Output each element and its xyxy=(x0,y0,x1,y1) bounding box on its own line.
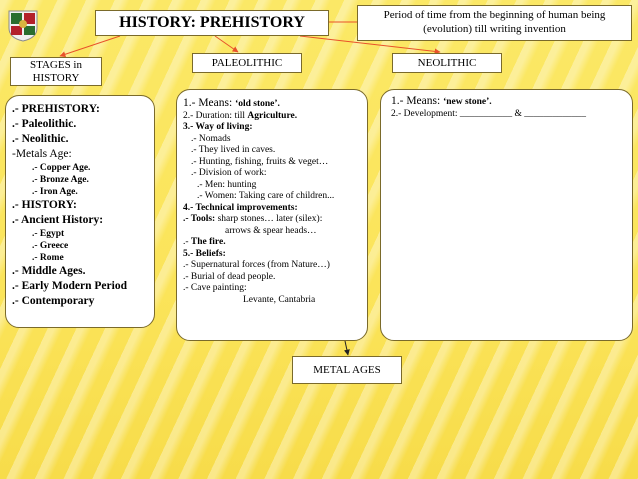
paleo-tools: .- Tools: sharp stones… later (silex): xyxy=(183,214,323,224)
paleolithic-header: PALEOLITHIC xyxy=(192,53,302,73)
stages-list-item: .- Greece xyxy=(32,241,69,251)
stages-list-item: .- Early Modern Period xyxy=(12,280,127,292)
arrow-to-metal-ages xyxy=(345,341,348,355)
paleo-tools-cont: arrows & spear heads… xyxy=(225,225,317,236)
stages-list-item: .- Ancient History: xyxy=(12,214,104,226)
neolithic-header: NEOLITHIC xyxy=(392,53,502,73)
definition-box: Period of time from the beginning of human being (evolution) till writing invention xyxy=(357,5,632,41)
paleo-technical: 4.- Technical improvements: xyxy=(183,202,298,213)
stages-list-item: .- Neolithic. xyxy=(12,133,69,145)
stages-list-item: -Metals Age: xyxy=(12,148,72,160)
arrow-to-paleolithic xyxy=(215,36,238,52)
paleo-supernatural: .- Supernatural forces (from Nature…) xyxy=(183,260,330,270)
stages-list-item: .- Egypt xyxy=(32,229,65,239)
paleo-duration: 2.- Duration: till Agriculture. xyxy=(183,110,298,121)
stages-list-item: .- Contemporary xyxy=(12,295,95,307)
page-title: HISTORY: PREHISTORY xyxy=(95,10,329,36)
stages-list-item: .- Iron Age. xyxy=(32,187,78,197)
paleo-cave-painting: .- Cave painting: xyxy=(183,283,247,293)
paleo-places: Levante, Cantabria xyxy=(243,294,316,305)
school-crest-icon xyxy=(6,8,40,42)
stages-list-item: .- Rome xyxy=(32,253,64,263)
neo-means: 1.- Means: ‘new stone’. xyxy=(391,95,492,107)
paleo-way-of-living: 3.- Way of living: xyxy=(183,122,253,132)
paleo-burial: .- Burial of dead people. xyxy=(183,271,276,282)
paleo-caves: .- They lived in caves. xyxy=(191,145,276,155)
arrow-to-stages xyxy=(60,36,120,56)
paleo-means: 1.- Means: ‘old stone’. xyxy=(183,97,280,109)
stages-header: STAGES in HISTORY xyxy=(10,57,102,86)
stages-list-item: .- Copper Age. xyxy=(32,163,91,173)
paleolithic-panel xyxy=(176,89,368,341)
paleo-hunting: .- Hunting, fishing, fruits & veget… xyxy=(191,156,329,167)
paleo-women: .- Women: Taking care of children... xyxy=(197,191,335,201)
paleo-beliefs: 5.- Beliefs: xyxy=(183,248,226,259)
stages-list-item: .- Middle Ages. xyxy=(12,265,86,277)
neo-development: 2.- Development: ___________ & _____________ xyxy=(391,108,586,119)
stages-list-item: .- Paleolithic. xyxy=(12,118,77,130)
stages-list-item: .- PREHISTORY: xyxy=(12,103,100,115)
paleo-fire: .- The fire. xyxy=(183,237,226,247)
paleo-men: .- Men: hunting xyxy=(197,179,257,190)
stages-list-item: .- HISTORY: xyxy=(12,199,77,211)
paleo-nomads: .- Nomads xyxy=(191,133,231,144)
neolithic-panel xyxy=(380,89,633,341)
paleo-division: .- Division of work: xyxy=(191,168,267,178)
metal-ages-box: METAL AGES xyxy=(292,356,402,384)
stages-list-item: .- Bronze Age. xyxy=(32,175,89,185)
stages-list-panel xyxy=(5,95,155,328)
